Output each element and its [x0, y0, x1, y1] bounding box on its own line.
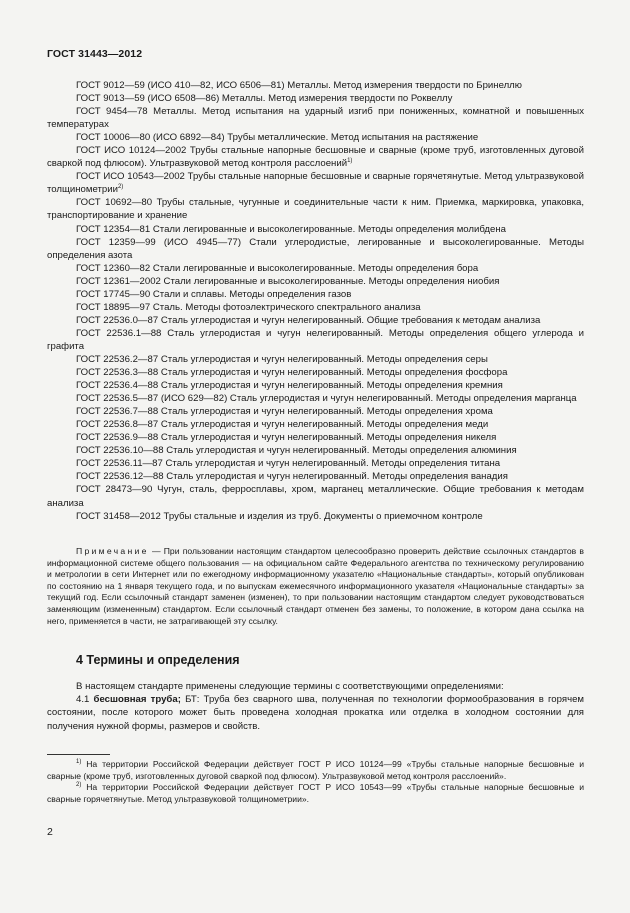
reference-item: ГОСТ 22536.0—87 Сталь углеродистая и чугун нелегированный. Общие требования к методам анализа: [76, 314, 541, 326]
reference-item: ГОСТ 22536.8—87 Сталь углеродистая и чугун нелегированный. Методы определения меди: [76, 419, 489, 431]
reference-item: [47, 144, 584, 170]
reference-item: ГОСТ 22536.7—88 Сталь углеродистая и чугун нелегированный. Методы определения хрома: [76, 406, 493, 418]
reference-item: ГОСТ 12354—81 Стали легированные и высоколегированные. Методы определения молибдена: [76, 223, 506, 235]
reference-item: ГОСТ 22536.4—88 Сталь углеродистая и чугун нелегированный. Методы определения кремния: [76, 380, 503, 392]
document-header: ГОСТ 31443—2012: [47, 48, 143, 60]
footnote-mark: 1): [76, 759, 82, 766]
footnote-item: [47, 782, 584, 805]
reference-item: ГОСТ 22536.9—88 Сталь углеродистая и чугун нелегированный. Методы определения никеля: [76, 432, 497, 444]
term-definition-paragraph: [47, 693, 584, 733]
footnote-mark: 2): [76, 782, 82, 789]
reference-item: ГОСТ 28473—90 Чугун, сталь, ферросплавы, хром, марганец металлические. Общие требования к методам анализа: [47, 484, 584, 509]
reference-item: ГОСТ 22536.12—88 Сталь углеродистая и чугун нелегированный. Методы определения ванадия: [76, 471, 508, 483]
reference-item: ГОСТ 12361—2002 Стали легированные и высоколегированные. Методы определения ниобия: [76, 275, 500, 287]
footnote-item: [47, 759, 584, 782]
reference-item: ГОСТ 9012—59 (ИСО 410—82, ИСО 6506—81) Металлы. Метод измерения твердости по Бринеллю: [76, 80, 522, 91]
normative-references-list: [47, 79, 584, 523]
reference-item: ГОСТ 10692—80 Трубы стальные, чугунные и соединительные части к ним. Приемка, маркировка, упаковка, транспортирование и хранение: [47, 197, 584, 222]
reference-item: ГОСТ 9013—59 (ИСО 6508—86) Металлы. Метод измерения твердости по Роквеллу: [76, 93, 453, 105]
footnote-divider: [47, 754, 110, 755]
reference-item: [47, 170, 584, 196]
reference-item: ГОСТ 22536.11—87 Сталь углеродистая и чугун нелегированный. Методы определения титана: [76, 458, 501, 470]
reference-item: ГОСТ 10006—80 (ИСО 6892—84) Трубы металлические. Метод испытания на растяжение: [76, 132, 479, 144]
reference-item: ГОСТ 22536.10—88 Сталь углеродистая и чугун нелегированный. Методы определения алюминия: [76, 445, 517, 457]
reference-text: ГОСТ ИСО 10543—2002 Трубы стальные напорные бесшовные и сварные горячетянутые. Метод ультразвуковой толщинометрии: [47, 171, 584, 196]
section-body: [47, 680, 584, 733]
reference-text: ГОСТ ИСО 10124—2002 Трубы стальные напорные бесшовные и сварные (кроме труб, изготовленных дуговой сваркой под флюсом). Ультразвуковой метод контроля расслоений: [47, 145, 584, 170]
reference-item: ГОСТ 9454—78 Металлы. Метод испытания на ударный изгиб при пониженных, комнатной и повышенных температурах: [47, 106, 584, 131]
reference-item: ГОСТ 22536.3—88 Сталь углеродистая и чугун нелегированный. Методы определения фосфора: [76, 367, 508, 379]
note-text: — При пользовании настоящим стандартом целесообразно проверить действие ссылочных стандартов в информационной системе общего пользования — на официальном сайте Федерального агентства по техническому регулированию и метрологии в сети Интернет или по ежегодному информационному указателю «Национальные стандарты», который опубликован по состоянию на 1 января текущего года, и по выпускам ежемесячного информационного указателя «Национальные стандарты» за текущий год. Если ссылочный стандарт заменен (изменен), то при пользовании настоящим стандартом следует руководствоваться заменяющим (измененным) стандартом. Если ссылочный стандарт отменен без замены, то положение, в котором дана ссылка на него, применяется в части, не затрагивающей эту ссылку.: [47, 546, 584, 626]
page-number: 2: [47, 826, 53, 838]
footnote-text: На территории Российской Федерации действует ГОСТ Р ИСО 10543—99 «Трубы стальные напорные бесшовные и сварные горячетянутые. Метод ультразвуковой толщинометрии».: [47, 782, 584, 804]
term-name: бесшовная труба;: [93, 694, 181, 706]
reference-item: ГОСТ 31458—2012 Трубы стальные и изделия из труб. Документы о приемочном контроле: [76, 510, 483, 522]
note-block: [47, 546, 584, 627]
reference-item: ГОСТ 22536.5—87 (ИСО 629—82) Сталь углеродистая и чугун нелегированный. Методы определения марганца: [76, 393, 577, 405]
footnote-mark: 2): [117, 184, 124, 191]
term-definition: БТ: Труба без сварного шва, полученная по технологии формообразования в горячем состоянии, после которого может быть проведена холодная прокатка или отделка в холодном состоянии для получения нужной формы, размеров и свойств.: [47, 694, 584, 732]
section-intro: В настоящем стандарте применены следующие термины с соответствующими определениями:: [76, 681, 504, 692]
reference-item: ГОСТ 17745—90 Стали и сплавы. Методы определения газов: [76, 288, 352, 300]
reference-item: ГОСТ 12360—82 Стали легированные и высоколегированные. Методы определения бора: [76, 262, 479, 274]
footnote-mark: 1): [347, 158, 353, 165]
reference-item: ГОСТ 22536.1—88 Сталь углеродистая и чугун нелегированный. Методы определения общего углерода и графита: [47, 327, 584, 352]
reference-item: ГОСТ 12359—99 (ИСО 4945—77) Стали углеродистые, легированные и высоколегированные. Методы определения азота: [47, 236, 584, 261]
footnotes: [47, 759, 584, 805]
note-paragraph: [47, 546, 584, 627]
note-label: Примечание: [76, 546, 149, 556]
term-number: 4.1: [76, 694, 90, 706]
footnote-text: На территории Российской Федерации действует ГОСТ Р ИСО 10124—99 «Трубы стальные напорные бесшовные и сварные (кроме труб, изготовленных дуговой сваркой под флюсом). Ультразвуковой метод контроля расслоений».: [47, 759, 584, 781]
reference-item: ГОСТ 18895—97 Сталь. Методы фотоэлектрического спектрального анализа: [76, 301, 421, 313]
section-title: 4 Термины и определения: [76, 653, 240, 667]
reference-item: ГОСТ 22536.2—87 Сталь углеродистая и чугун нелегированный. Методы определения серы: [76, 353, 488, 365]
